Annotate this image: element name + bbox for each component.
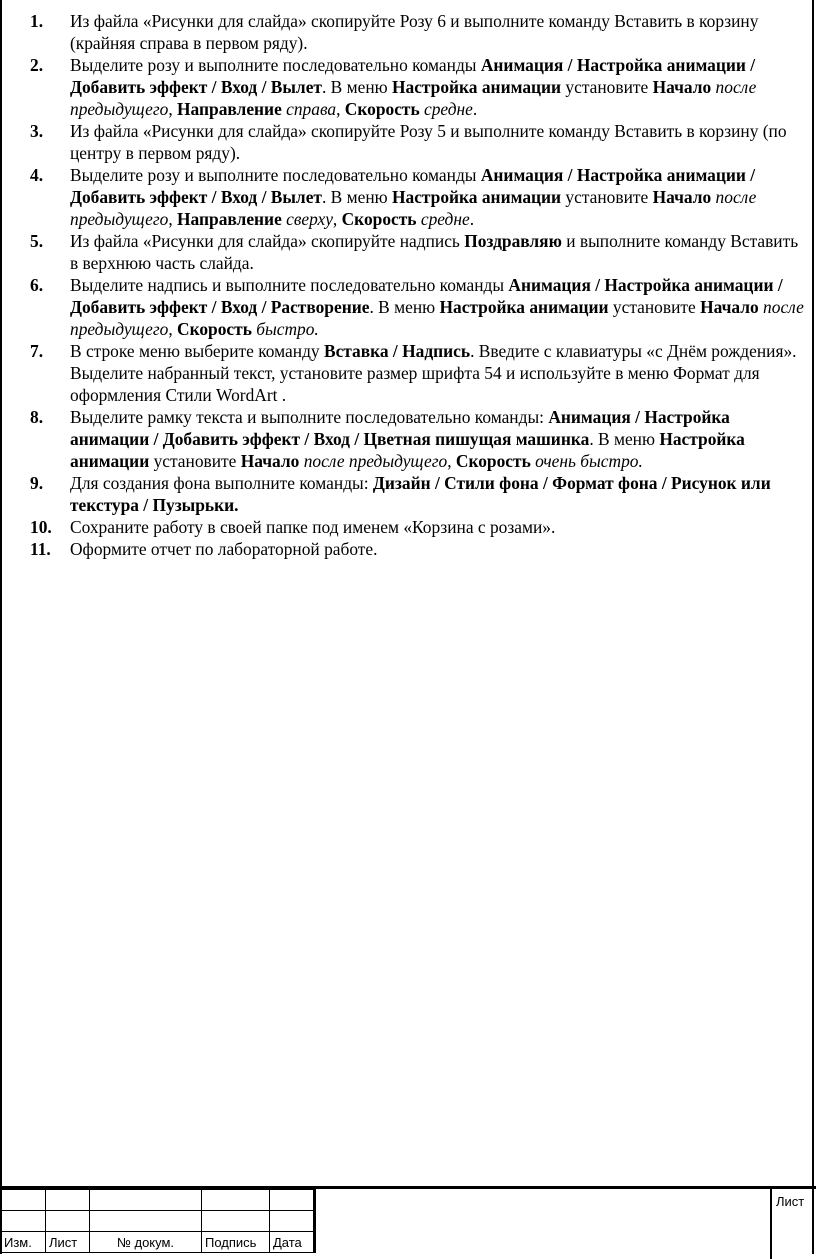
list-item-text: Начало [700, 297, 759, 317]
list-item-text: после предыдущего [70, 297, 804, 339]
list-item-text: после предыдущего [70, 187, 757, 229]
list-item-text: Вставка / Надпись [323, 341, 471, 361]
list-item-text: Анимация / Настройка анимации / Добавить эффект / Вход / Вылет [70, 55, 756, 97]
col-izm: Изм. [1, 1232, 46, 1253]
list-item-text: очень быстро. [530, 451, 643, 471]
list-item-number: 1. [30, 11, 44, 31]
list-item-text: Настройка анимации [391, 187, 562, 207]
list-item-text: Направление [177, 99, 282, 119]
list-item-number: 5. [30, 231, 44, 251]
list-item-text: Дизайн / Стили фона / Формат фона / Рисунок или текстура / Пузырьки. [70, 473, 771, 515]
list-item-text: Выделите розу и выполните последовательно команды [70, 165, 481, 185]
col-data: Дата [270, 1232, 315, 1253]
list-item-text: Начало [652, 77, 712, 97]
list-item-text: . [472, 99, 478, 119]
list-item-text: средне [419, 99, 473, 119]
list-item-number: 2. [30, 55, 44, 75]
list-item-text: Анимация / Настройка анимации / Добавить эффект / Вход / Цветная пишущая машинка [70, 407, 730, 449]
list-item-text: справа [281, 99, 337, 119]
list-item-text: после предыдущего [299, 451, 448, 471]
list-item-text: Выделите рамку текста и выполните последовательно команды: [70, 407, 549, 427]
sheet-label: Лист [776, 1194, 805, 1209]
list-item-text: Начало [240, 451, 300, 471]
list-item-text: Настройка анимации [439, 297, 609, 317]
list-item-text: Для создания фона выполните команды: [70, 473, 373, 493]
list-item-text: Направление [177, 209, 282, 229]
list-item [30, 472, 804, 516]
col-list: Лист [46, 1232, 90, 1253]
col-dokum: № докум. [90, 1232, 202, 1253]
list-item [30, 538, 804, 560]
title-block [0, 1186, 816, 1256]
list-item-text: Скорость [341, 209, 417, 229]
list-item-text: быстро. [251, 319, 319, 339]
list-item-text: Скорость [177, 319, 252, 339]
list-item-text: , [168, 99, 178, 119]
list-item-text: средне [416, 209, 470, 229]
list-item-text: и выполните команду Вставить в верхнюю часть слайда. [70, 231, 799, 273]
list-item-text: Выделите розу и выполните последовательно команды [70, 55, 481, 75]
list-item-text: Скорость [455, 451, 531, 471]
list-item [30, 164, 804, 230]
list-item-number: 9. [30, 473, 44, 493]
list-item-text: Поздравляю [464, 231, 562, 251]
list-item-text: , [168, 319, 178, 339]
list-item-text: Скорость [344, 99, 420, 119]
list-item-number: 8. [30, 407, 44, 427]
list-item-number: 7. [30, 341, 44, 361]
list-item-text: , [336, 99, 345, 119]
list-item-text: установите [149, 451, 241, 471]
list-item-text: Настройка анимации [70, 429, 745, 471]
list-item [30, 406, 804, 472]
list-item-text: Оформите отчет по лабораторной работе. [70, 539, 378, 559]
list-item-text: , [447, 451, 456, 471]
list-item-number: 4. [30, 165, 44, 185]
list-item-text: Начало [652, 187, 712, 207]
list-item-text: Сохраните работу в своей папке под именем «Корзина с розами». [70, 517, 556, 537]
list-item-text: установите [561, 77, 653, 97]
list-item [30, 120, 804, 164]
list-item-number: 11. [30, 539, 51, 559]
list-item-text: Из файла «Рисунки для слайда» скопируйте Розу 6 и выполните команду Вставить в корзину (крайняя справа в первом ряду). [70, 11, 759, 53]
list-item [30, 274, 804, 340]
list-item-number: 10. [30, 517, 52, 537]
list-item-text: . В меню [321, 187, 392, 207]
list-item [30, 54, 804, 120]
list-item-text: Из файла «Рисунки для слайда» скопируйте надпись [70, 231, 465, 251]
list-item-text: . Введите с клавиатуры «с Днём рождения». Выделите набранный текст, установите размер шрифта 54 и используйте в меню Формат для оформления Стили WordArt . [70, 341, 797, 405]
list-item-text: , [332, 209, 342, 229]
list-item-text: сверху [281, 209, 333, 229]
list-item-text: установите [608, 297, 701, 317]
list-item-text: установите [561, 187, 653, 207]
list-item [30, 516, 804, 538]
list-item-text: . В меню [369, 297, 440, 317]
list-item-text: , [168, 209, 178, 229]
list-item-number: 3. [30, 121, 44, 141]
col-podpis: Подпись [202, 1232, 270, 1253]
list-item-text: Из файла «Рисунки для слайда» скопируйте Розу 5 и выполните команду Вставить в корзину (по центру в первом ряду). [70, 121, 787, 163]
list-item [30, 340, 804, 406]
list-item-text: . В меню [321, 77, 392, 97]
list-item [30, 10, 804, 54]
list-item-text: Анимация / Настройка анимации / Добавить эффект / Вход / Растворение [70, 275, 783, 317]
list-item-text: В строке меню выберите команду [70, 341, 324, 361]
title-block-table [0, 1189, 316, 1253]
document-body [30, 10, 804, 560]
list-item-number: 6. [30, 275, 44, 295]
list-item-text: после предыдущего [70, 77, 757, 119]
list-item-text: . В меню [589, 429, 660, 449]
list-item-text: Выделите надпись и выполните последовательно команды [70, 275, 509, 295]
list-item-text: Анимация / Настройка анимации / Добавить эффект / Вход / Вылет [70, 165, 756, 207]
sheet-divider [770, 1189, 772, 1259]
list-item [30, 230, 804, 274]
instruction-list [30, 10, 804, 560]
list-item-text: . [469, 209, 475, 229]
list-item-text: Настройка анимации [391, 77, 562, 97]
